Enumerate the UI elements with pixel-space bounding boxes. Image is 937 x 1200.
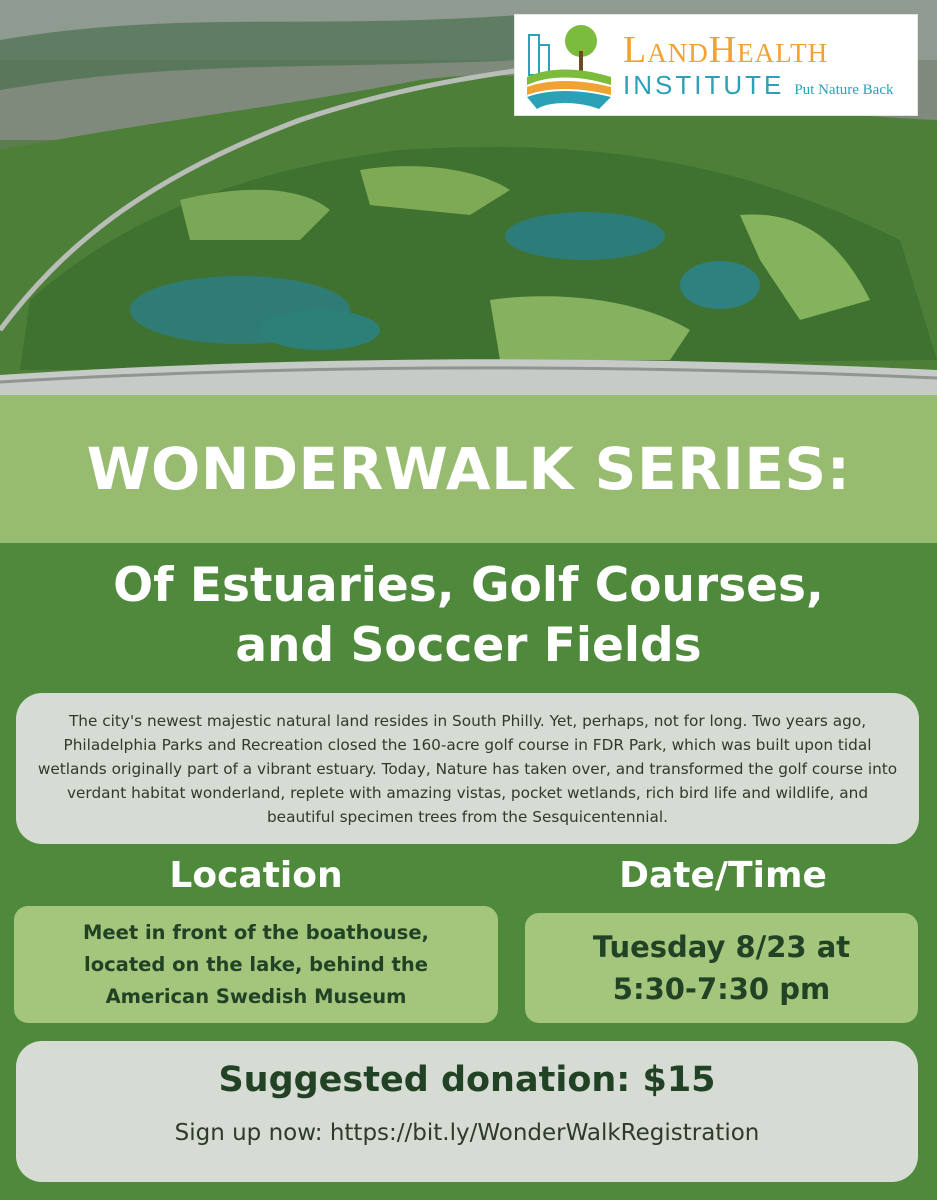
location-box [14, 906, 498, 1023]
signup-link[interactable]: Sign up now: https://bit.ly/WonderWalkRegistration [174, 1120, 760, 1146]
datetime-heading: Date/Time [619, 855, 827, 896]
subtitle-line-1: Of Estuaries, Golf Courses, [113, 558, 824, 613]
subtitle-line-2: and Soccer Fields [235, 618, 702, 673]
subtitle [0, 556, 937, 676]
title-band [0, 395, 937, 543]
logo-institute: INSTITUTE [623, 70, 785, 100]
donation-title: Suggested donation: $15 [218, 1060, 716, 1100]
location-line-3: American Swedish Museum [105, 984, 407, 1008]
donation-box [16, 1041, 918, 1182]
datetime-line-1: Tuesday 8/23 at [592, 930, 851, 964]
page-title: WONDERWALK SERIES: [86, 435, 851, 503]
landhealth-logo-mark-icon [519, 15, 619, 115]
location-line-2: located on the lake, behind the [84, 952, 428, 976]
location-heading: Location [169, 855, 343, 896]
datetime-line-2: 5:30-7:30 pm [612, 972, 831, 1006]
logo-tagline: Put Nature Back [794, 82, 894, 98]
landhealth-logo [514, 14, 918, 116]
datetime-box [525, 913, 918, 1023]
description-text: The city's newest majestic natural land resides in South Philly. Yet, perhaps, not for long. Two years ago, Philadelphia Parks and Recreation closed the 160-acre golf course in FDR Park, which was built upon tidal wetlands originally part of a vibrant estuary. Today, Nature has taken over, and transformed the golf course into verdant habitat wonderland, replete with amazing vistas, pocket wetlands, rich bird life and wildlife, and beautiful specimen trees from the Sesquicentennial. [37, 712, 898, 826]
location-line-1: Meet in front of the boathouse, [83, 920, 429, 944]
description-box [16, 693, 919, 844]
logo-name: LandHealth [623, 29, 829, 71]
